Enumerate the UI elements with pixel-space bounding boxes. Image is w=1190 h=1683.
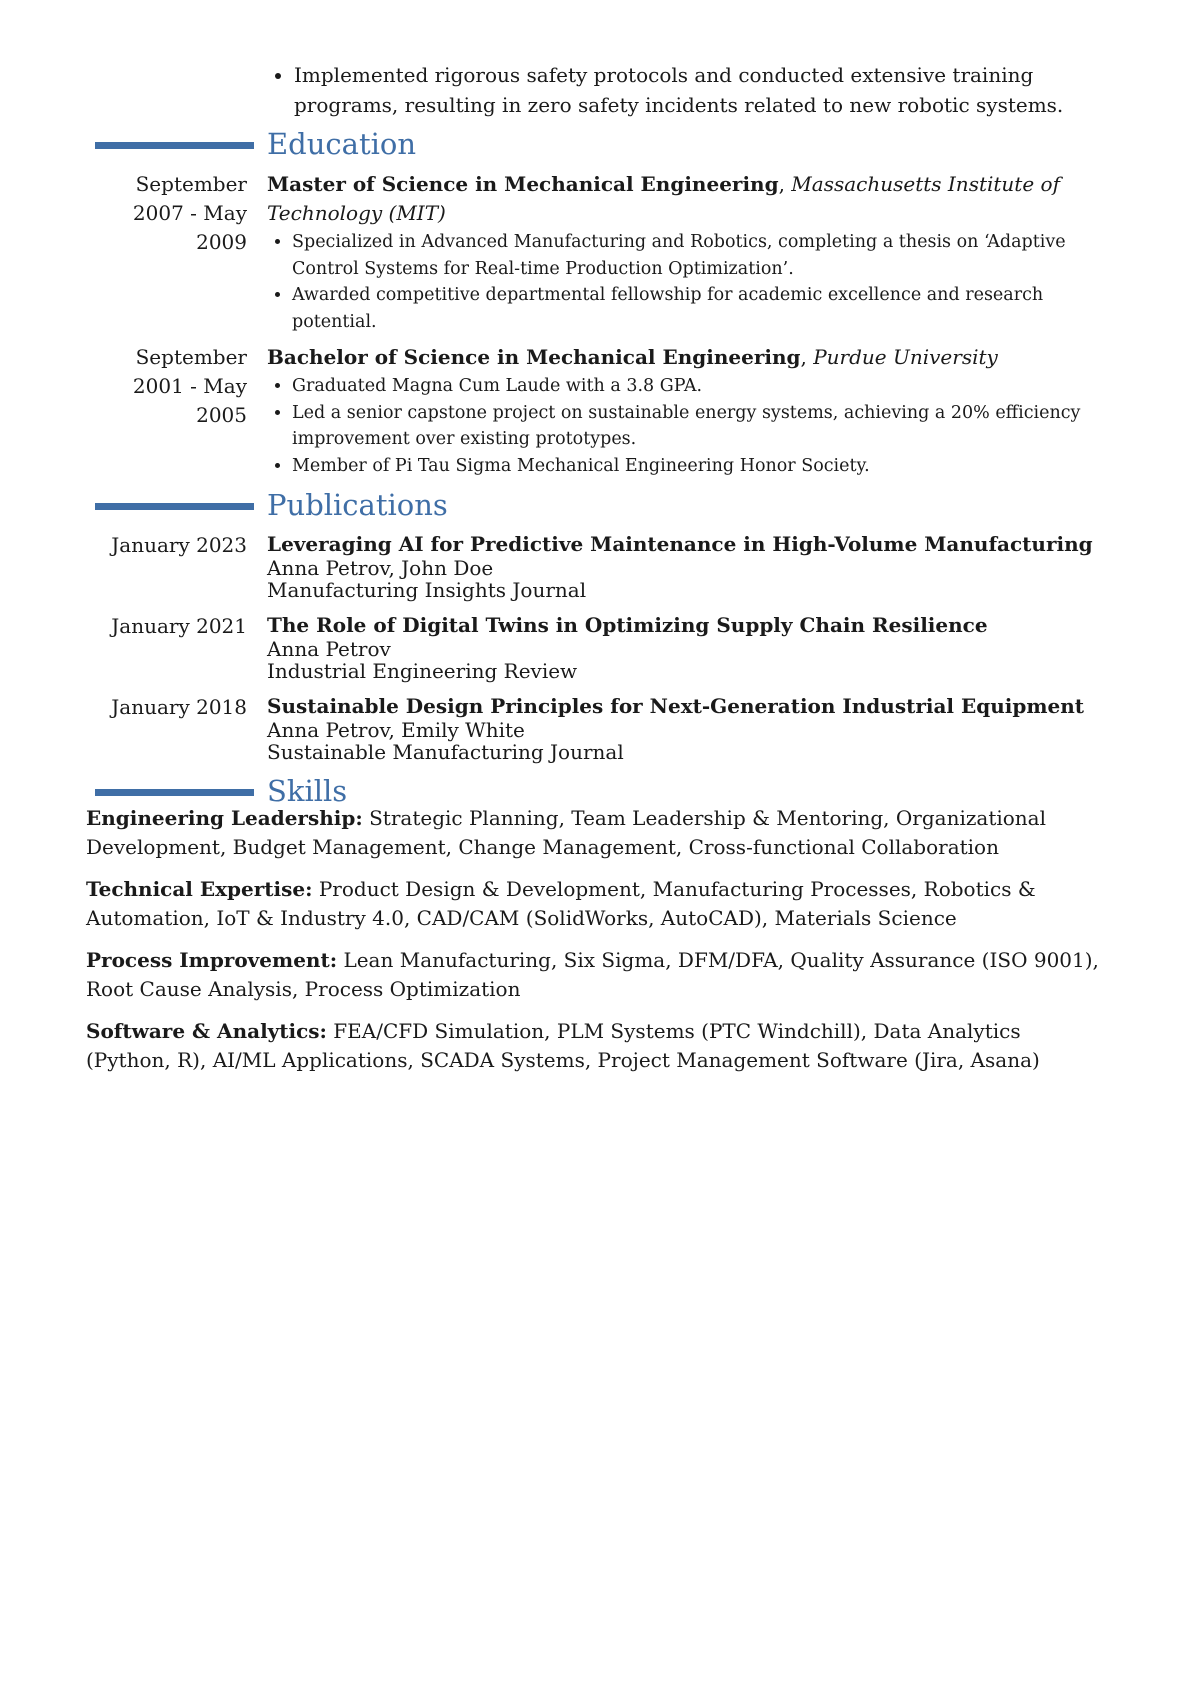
entry-date: September 2001 - May 2005 xyxy=(132,345,247,427)
publication-date: January 2018 xyxy=(111,695,247,719)
skill-category: Engineering Leadership: xyxy=(86,806,363,830)
entry-date: September 2007 - May 2009 xyxy=(132,172,247,254)
section-title: Skills xyxy=(267,774,348,808)
publication-title: The Role of Digital Twins in Optimizing Supply Chain Resilience xyxy=(267,613,988,637)
institution-name: Massachusetts Institute of Technology (MIT) xyxy=(267,172,1060,225)
entry-bullet: • Graduated Magna Cum Laude with a 3.8 GPA. xyxy=(292,373,1100,400)
degree-title: Master of Science in Mechanical Engineering xyxy=(267,172,779,196)
publication-body xyxy=(267,531,1100,601)
institution-name: Purdue University xyxy=(813,345,998,369)
entry-body: Master of Science in Mechanical Engineering, Massachusetts Institute of Technology (MIT) • Specialized in Advanced Manufacturing and Robotics, completing a thesis on ‘Adaptive Control Systems for Real-time Production Optimization’. • Awarded competitive departmental fellowship for academic excellence and research potential. xyxy=(267,170,1100,335)
publications-section-header xyxy=(0,488,1190,528)
skill-items: Product Design & Development, Manufacturing Processes, Robotics & Automation, IoT & Industry 4.0, CAD/CAM (SolidWorks, AutoCAD), Materials Science xyxy=(86,877,1036,930)
section-title: Publications xyxy=(267,488,448,522)
publication-authors: Anna Petrov xyxy=(267,637,391,661)
publication-title: Leveraging AI for Predictive Maintenance in High-Volume Manufacturing xyxy=(267,532,1093,556)
publication-venue: Manufacturing Insights Journal xyxy=(267,578,587,602)
skill-row xyxy=(86,804,1106,862)
section-title: Education xyxy=(267,127,417,161)
publication-authors: Anna Petrov, Emily White xyxy=(267,718,525,742)
entry-bullet: • Specialized in Advanced Manufacturing and Robotics, completing a thesis on ‘Adaptive Control Systems for Real-time Production Optimization’. xyxy=(292,229,1100,282)
degree-title: Bachelor of Science in Mechanical Engineering xyxy=(267,345,801,369)
skill-category: Software & Analytics: xyxy=(86,1019,327,1043)
publication-body xyxy=(267,693,1100,763)
experience-bullet: • Implemented rigorous safety protocols and conducted extensive training programs, resulting in zero safety incidents related to new robotic systems. xyxy=(294,60,1100,120)
skill-items: Lean Manufacturing, Six Sigma, DFM/DFA, Quality Assurance (ISO 9001), Root Cause Analysis, Process Optimization xyxy=(86,948,1099,1001)
skill-row xyxy=(86,946,1106,1004)
skills-list xyxy=(86,804,1106,1088)
publication-date: January 2021 xyxy=(111,614,247,638)
publication-venue: Sustainable Manufacturing Journal xyxy=(267,740,624,764)
entry-bullet: • Awarded competitive departmental fellowship for academic excellence and research potential. xyxy=(292,282,1100,335)
education-section-header xyxy=(0,127,1190,167)
publication-venue: Industrial Engineering Review xyxy=(267,659,578,683)
publication-date: January 2023 xyxy=(111,533,247,557)
experience-continuation xyxy=(267,60,1100,120)
skill-row xyxy=(86,875,1106,933)
entry-bullet: • Led a senior capstone project on sustainable energy systems, achieving a 20% efficiency improvement over existing prototypes. xyxy=(292,400,1100,453)
publication-body xyxy=(267,612,1100,682)
skill-category: Technical Expertise: xyxy=(86,877,313,901)
section-accent-bar xyxy=(95,142,254,149)
section-accent-bar xyxy=(95,789,254,796)
skill-category: Process Improvement: xyxy=(86,948,338,972)
skill-items: Strategic Planning, Team Leadership & Mentoring, Organizational Development, Budget Management, Change Management, Cross-functional Collaboration xyxy=(86,806,1046,859)
entry-bullet: • Member of Pi Tau Sigma Mechanical Engineering Honor Society. xyxy=(292,453,1100,480)
publication-title: Sustainable Design Principles for Next-Generation Industrial Equipment xyxy=(267,694,1084,718)
section-accent-bar xyxy=(95,503,254,510)
publication-authors: Anna Petrov, John Doe xyxy=(267,556,494,580)
skill-row xyxy=(86,1017,1106,1075)
skill-items: FEA/CFD Simulation, PLM Systems (PTC Windchill), Data Analytics (Python, R), AI/ML Applications, SCADA Systems, Project Management Software (Jira, Asana) xyxy=(86,1019,1040,1072)
entry-body: Bachelor of Science in Mechanical Engineering, Purdue University • Graduated Magna Cum Laude with a 3.8 GPA. • Led a senior capstone project on sustainable energy systems, achieving a 20% efficiency improvement over existing prototypes. • Member of Pi Tau Sigma Mechanical Engineering Honor Society. xyxy=(267,343,1100,479)
